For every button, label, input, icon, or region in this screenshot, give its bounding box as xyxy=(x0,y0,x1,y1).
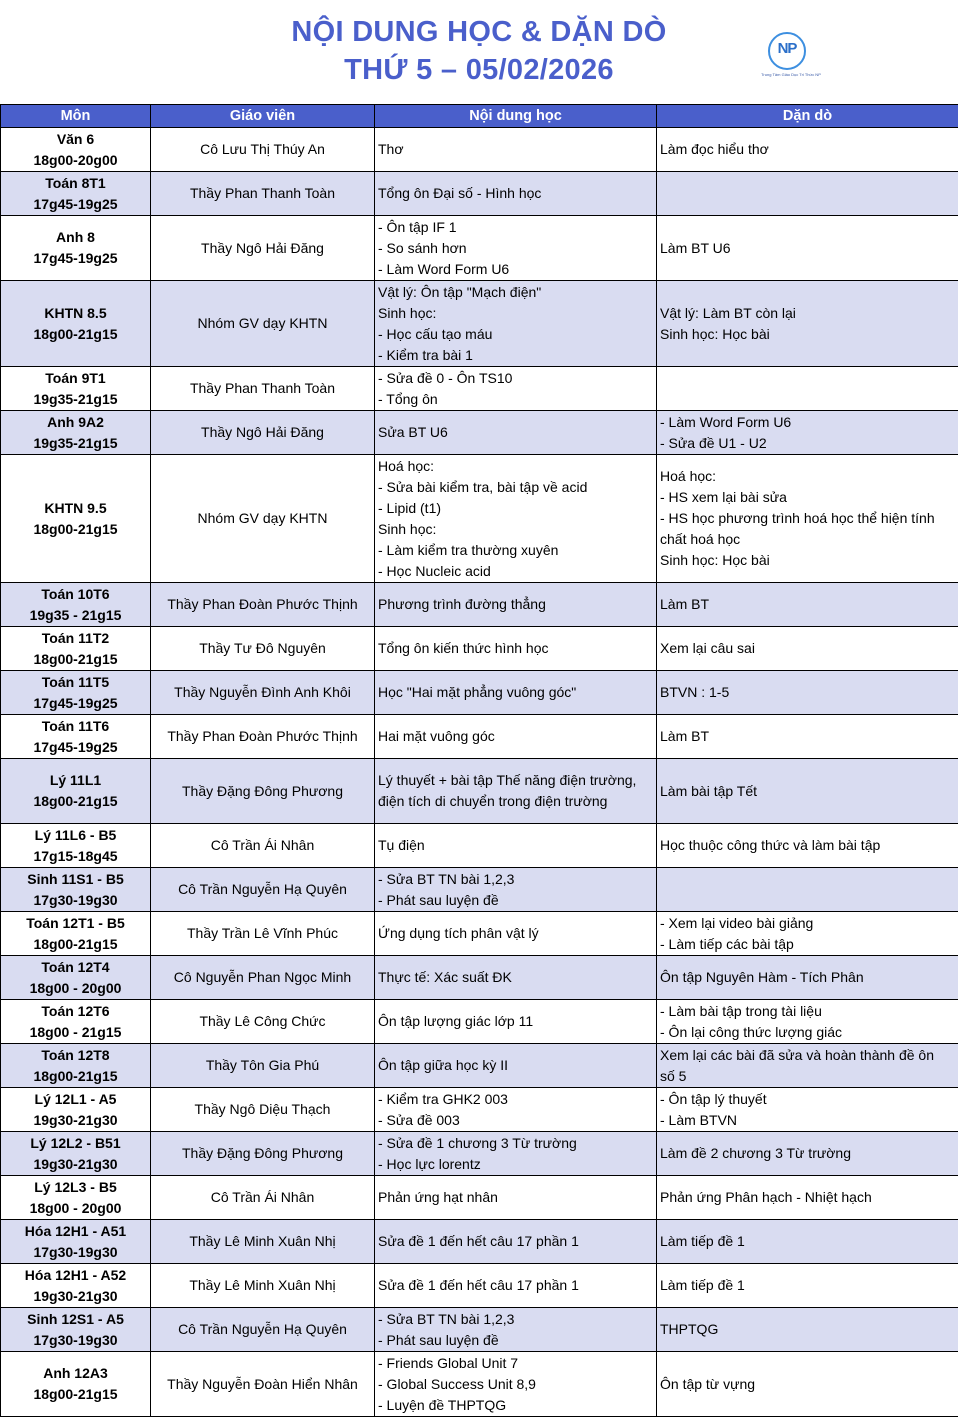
subject-name: Toán 11T6 xyxy=(41,717,110,734)
table-row xyxy=(1,128,958,172)
cell-content xyxy=(375,868,657,912)
homework-line: - HS học phương trình hoá học thể hiện tính xyxy=(660,510,935,526)
content-line: - Làm Word Form U6 xyxy=(378,260,510,277)
subject-name: Sinh 11S1 - B5 xyxy=(27,870,124,887)
homework-line: Làm BT U6 xyxy=(660,239,731,256)
homework-line: Ôn tập từ vựng xyxy=(660,1375,756,1392)
table-row xyxy=(1,455,958,583)
cell-homework xyxy=(657,128,958,172)
subject-time: 19g30-21g30 xyxy=(33,1111,118,1128)
content-line: - Ôn tập IF 1 xyxy=(378,218,457,235)
table-row xyxy=(1,956,958,1000)
cell-subject xyxy=(1,1088,151,1132)
homework-line: BTVN : 1-5 xyxy=(660,684,730,700)
subject-time: 17g45-19g25 xyxy=(33,250,118,266)
cell-content xyxy=(375,411,657,455)
table-row xyxy=(1,1220,958,1264)
subject-name: Anh 12A3 xyxy=(43,1365,108,1381)
cell-homework xyxy=(657,1000,958,1044)
homework-line: Làm đề 2 chương 3 Từ trường xyxy=(660,1145,851,1161)
cell-homework xyxy=(657,759,958,824)
content-line: Tụ điện xyxy=(378,837,425,853)
column-header-content: Nội dung học xyxy=(375,105,657,128)
cell-homework xyxy=(657,1176,958,1220)
content-line: Sửa đề 1 đến hết câu 17 phần 1 xyxy=(378,1233,579,1249)
content-line: - Làm kiểm tra thường xuyên xyxy=(378,541,559,558)
homework-line: Sinh học: Học bài xyxy=(660,552,770,568)
homework-line: Làm BT xyxy=(660,728,710,744)
subject-time: 19g30-21g30 xyxy=(33,1155,118,1172)
cell-content xyxy=(375,627,657,671)
subject-name: Toán 11T2 xyxy=(41,629,110,646)
subject-time: 18g00-20g00 xyxy=(33,151,118,168)
subject-time: 17g30-19g30 xyxy=(33,1331,118,1348)
subject-time: 19g35-21g15 xyxy=(33,434,118,451)
cell-content xyxy=(375,455,657,583)
table-row xyxy=(1,759,958,824)
cell-teacher: Thầy Tôn Gia Phú xyxy=(151,1044,375,1088)
content-line: - So sánh hơn xyxy=(378,239,467,256)
cell-homework xyxy=(657,1088,958,1132)
cell-content xyxy=(375,1000,657,1044)
cell-subject xyxy=(1,1000,151,1044)
homework-line: Làm tiếp đề 1 xyxy=(660,1233,745,1249)
subject-time: 18g00-21g15 xyxy=(33,520,118,537)
content-line: Sửa đề 1 đến hết câu 17 phần 1 xyxy=(378,1277,579,1293)
subject-time: 17g30-19g30 xyxy=(33,1243,118,1260)
cell-content xyxy=(375,1264,657,1308)
content-line: - Lipid (t1) xyxy=(378,499,442,516)
subject-name: Toán 12T4 xyxy=(41,958,110,975)
subject-name: KHTN 8.5 xyxy=(44,304,107,321)
cell-teacher: Cô Trần Ái Nhân xyxy=(151,824,375,868)
cell-content xyxy=(375,759,657,824)
subject-time: 18g00 - 20g00 xyxy=(29,979,122,996)
cell-teacher: Thầy Đặng Đông Phương xyxy=(151,1132,375,1176)
homework-line: Vật lý: Làm BT còn lại xyxy=(660,304,796,321)
page-title: NỘI DUNG HỌC & DẶN DÒ xyxy=(291,16,667,48)
subject-name: Anh 9A2 xyxy=(47,413,104,430)
subject-time: 18g00-21g15 xyxy=(33,325,118,342)
content-line: Phương trình đường thẳng xyxy=(378,596,546,612)
subject-time: 18g00 - 21g15 xyxy=(29,1023,122,1040)
content-line: - Sửa BT TN bài 1,2,3 xyxy=(378,1310,515,1327)
cell-teacher: Thầy Tư Đô Nguyên xyxy=(151,627,375,671)
table-row xyxy=(1,281,958,367)
cell-content xyxy=(375,1132,657,1176)
table-row xyxy=(1,1000,958,1044)
homework-line: Xem lại các bài đã sửa và hoàn thành đề ôn xyxy=(660,1046,934,1063)
cell-subject xyxy=(1,1220,151,1264)
cell-homework xyxy=(657,216,958,281)
cell-teacher: Nhóm GV dạy KHTN xyxy=(151,281,375,367)
cell-subject xyxy=(1,1308,151,1352)
cell-teacher: Thầy Phan Thanh Toàn xyxy=(151,172,375,216)
content-line: Ôn tập giữa học kỳ II xyxy=(378,1057,508,1073)
cell-homework xyxy=(657,455,958,583)
table-row xyxy=(1,824,958,868)
subject-time: 17g15-18g45 xyxy=(33,847,118,864)
cell-homework xyxy=(657,824,958,868)
cell-homework xyxy=(657,172,958,216)
table-row xyxy=(1,1352,958,1417)
homework-line: Làm tiếp đề 1 xyxy=(660,1277,745,1293)
cell-teacher: Cô Lưu Thị Thúy An xyxy=(151,128,375,172)
content-line: Lý thuyết + bài tập Thế năng điện trường, xyxy=(378,772,637,788)
subject-time: 17g45-19g25 xyxy=(33,738,118,755)
content-line: - Friends Global Unit 7 xyxy=(378,1354,519,1371)
cell-homework xyxy=(657,583,958,627)
cell-homework xyxy=(657,1308,958,1352)
cell-teacher: Thầy Lê Minh Xuân Nhị xyxy=(151,1264,375,1308)
cell-subject xyxy=(1,455,151,583)
cell-subject xyxy=(1,956,151,1000)
cell-homework xyxy=(657,868,958,912)
cell-subject xyxy=(1,824,151,868)
subject-time: 18g00-21g15 xyxy=(33,650,118,667)
content-line: Tổng ôn Đại số - Hình học xyxy=(378,185,542,201)
cell-teacher: Cô Trần Ái Nhân xyxy=(151,1176,375,1220)
cell-content xyxy=(375,1352,657,1417)
column-header-teacher: Giáo viên xyxy=(151,105,375,128)
cell-homework xyxy=(657,1352,958,1417)
content-line: - Sửa đề 003 xyxy=(378,1111,460,1128)
table-row xyxy=(1,1176,958,1220)
cell-homework xyxy=(657,671,958,715)
subject-time: 17g45-19g25 xyxy=(33,694,118,711)
cell-homework xyxy=(657,367,958,411)
homework-line: - Làm bài tập trong tài liệu xyxy=(660,1002,822,1019)
subject-name: Toán 12T8 xyxy=(41,1046,110,1063)
homework-line: Sinh học: Học bài xyxy=(660,325,770,342)
cell-teacher: Cô Nguyễn Phan Ngọc Minh xyxy=(151,956,375,1000)
cell-content xyxy=(375,281,657,367)
table-row xyxy=(1,671,958,715)
cell-homework xyxy=(657,956,958,1000)
cell-homework xyxy=(657,281,958,367)
cell-teacher: Thầy Ngô Hải Đăng xyxy=(151,411,375,455)
cell-subject xyxy=(1,172,151,216)
table-row xyxy=(1,1088,958,1132)
cell-teacher: Cô Trần Nguyễn Hạ Quyên xyxy=(151,1308,375,1352)
cell-teacher: Thầy Phan Đoàn Phước Thịnh xyxy=(151,715,375,759)
table-header-row xyxy=(1,105,958,128)
cell-teacher: Thầy Trần Lê Vĩnh Phúc xyxy=(151,912,375,956)
homework-line: - Làm tiếp các bài tập xyxy=(660,935,794,952)
content-line: - Luyện đề THPTQG xyxy=(378,1396,507,1413)
subject-time: 18g00-21g15 xyxy=(33,1067,118,1084)
subject-name: Văn 6 xyxy=(56,130,95,147)
content-line: Hai mặt vuông góc xyxy=(378,728,495,744)
content-line: - Sửa BT TN bài 1,2,3 xyxy=(378,870,515,887)
cell-teacher: Thầy Lê Công Chức xyxy=(151,1000,375,1044)
homework-line: - Xem lại video bài giảng xyxy=(660,914,814,931)
subject-time: 18g00-21g15 xyxy=(33,793,118,809)
cell-homework xyxy=(657,1044,958,1088)
cell-subject xyxy=(1,759,151,824)
cell-content xyxy=(375,671,657,715)
homework-line: Làm BT xyxy=(660,596,710,612)
logo-tagline: Trung Tâm Giáo Dục Tri Thức NP xyxy=(761,72,821,77)
subject-time: 19g30-21g30 xyxy=(33,1287,118,1304)
cell-content xyxy=(375,1220,657,1264)
subject-time: 18g00-21g15 xyxy=(33,1386,118,1402)
cell-homework xyxy=(657,1264,958,1308)
subject-name: Toán 11T5 xyxy=(41,673,110,690)
cell-homework xyxy=(657,627,958,671)
page-date: THỨ 5 – 05/02/2026 xyxy=(344,54,614,86)
table-row xyxy=(1,583,958,627)
homework-line: THPTQG xyxy=(660,1321,719,1337)
cell-subject xyxy=(1,367,151,411)
table-row xyxy=(1,1264,958,1308)
cell-teacher: Thầy Phan Thanh Toàn xyxy=(151,367,375,411)
homework-line: chất hoá học xyxy=(660,531,741,547)
cell-subject xyxy=(1,128,151,172)
cell-subject xyxy=(1,1176,151,1220)
cell-content xyxy=(375,216,657,281)
homework-line: Xem lại câu sai xyxy=(660,640,755,656)
cell-subject xyxy=(1,1264,151,1308)
content-line: - Sửa bài kiểm tra, bài tập về acid xyxy=(378,478,588,495)
table-row xyxy=(1,1308,958,1352)
subject-time: 19g35-21g15 xyxy=(33,390,118,407)
cell-content xyxy=(375,172,657,216)
cell-subject xyxy=(1,1352,151,1417)
subject-name: Lý 11L6 - B5 xyxy=(34,826,117,843)
content-line: - Kiểm tra bài 1 xyxy=(378,346,473,363)
cell-subject xyxy=(1,583,151,627)
subject-time: 17g45-19g25 xyxy=(33,195,118,212)
subject-name: Lý 12L3 - B5 xyxy=(34,1178,117,1195)
content-line: - Global Success Unit 8,9 xyxy=(378,1375,536,1392)
content-line: Phản ứng hạt nhân xyxy=(378,1189,498,1205)
subject-name: Toán 10T6 xyxy=(41,585,110,602)
subject-time: 19g35 - 21g15 xyxy=(29,606,122,623)
cell-content xyxy=(375,128,657,172)
subject-name: Lý 11L1 xyxy=(49,772,102,788)
cell-subject xyxy=(1,1044,151,1088)
content-line: Vật lý: Ôn tập "Mạch điện" xyxy=(378,283,542,300)
cell-subject xyxy=(1,281,151,367)
homework-line: - HS xem lại bài sửa xyxy=(660,489,787,505)
center-logo xyxy=(757,22,825,82)
content-line: - Phát sau luyện đề xyxy=(378,891,499,908)
subject-name: Toán 8T1 xyxy=(45,174,106,191)
cell-content xyxy=(375,715,657,759)
homework-line: Học thuộc công thức và làm bài tập xyxy=(660,837,881,853)
cell-teacher: Nhóm GV dạy KHTN xyxy=(151,455,375,583)
cell-teacher: Thầy Đặng Đông Phương xyxy=(151,759,375,824)
homework-line: - Ôn tập lý thuyết xyxy=(660,1090,767,1107)
content-line: Sửa BT U6 xyxy=(378,424,448,440)
subject-name: Sinh 12S1 - A5 xyxy=(27,1310,124,1327)
cell-subject xyxy=(1,671,151,715)
column-header-subject: Môn xyxy=(1,105,151,128)
homework-line: Làm bài tập Tết xyxy=(660,782,758,799)
cell-content xyxy=(375,1088,657,1132)
table-row xyxy=(1,1132,958,1176)
table-row xyxy=(1,868,958,912)
cell-content xyxy=(375,1308,657,1352)
subject-time: 18g00-21g15 xyxy=(33,935,118,952)
subject-name: Anh 8 xyxy=(56,229,95,245)
content-line: Hoá học: xyxy=(378,457,435,474)
cell-content xyxy=(375,1044,657,1088)
subject-name: Toán 9T1 xyxy=(45,369,106,386)
cell-homework xyxy=(657,411,958,455)
table-row xyxy=(1,912,958,956)
cell-homework xyxy=(657,1220,958,1264)
homework-line: - Ôn lại công thức lượng giác xyxy=(660,1023,843,1040)
homework-line: Làm đọc hiểu thơ xyxy=(660,141,769,157)
content-line: điện tích di chuyển trong điện trường xyxy=(378,793,608,809)
content-line: - Phát sau luyện đề xyxy=(378,1331,499,1348)
content-line: Thực tế: Xác suất ĐK xyxy=(378,969,512,985)
content-line: Tổng ôn kiến thức hình học xyxy=(378,640,549,656)
table-row xyxy=(1,411,958,455)
homework-line: Hoá học: xyxy=(660,468,717,484)
subject-time: 18g00 - 20g00 xyxy=(29,1199,122,1216)
cell-content xyxy=(375,583,657,627)
content-line: - Sửa đề 1 chương 3 Từ trường xyxy=(378,1134,577,1151)
cell-subject xyxy=(1,411,151,455)
subject-name: Lý 12L1 - A5 xyxy=(34,1090,117,1107)
subject-name: KHTN 9.5 xyxy=(44,499,107,516)
subject-name: Hóa 12H1 - A52 xyxy=(24,1266,127,1283)
homework-line: - Sửa đề U1 - U2 xyxy=(660,434,767,451)
table-row xyxy=(1,1044,958,1088)
homework-line: - Làm BTVN xyxy=(660,1111,738,1128)
cell-teacher: Thầy Nguyễn Đoàn Hiển Nhân xyxy=(151,1352,375,1417)
cell-teacher: Thầy Nguyễn Đình Anh Khôi xyxy=(151,671,375,715)
cell-teacher: Cô Trần Nguyễn Hạ Quyên xyxy=(151,868,375,912)
cell-teacher: Thầy Ngô Hải Đăng xyxy=(151,216,375,281)
subject-name: Toán 12T6 xyxy=(41,1002,110,1019)
content-line: - Học lực lorentz xyxy=(378,1155,481,1172)
table-row xyxy=(1,216,958,281)
content-line: Sinh học: xyxy=(378,304,437,321)
subject-name: Lý 12L2 - B51 xyxy=(30,1134,121,1151)
homework-line: Ôn tập Nguyên Hàm - Tích Phân xyxy=(660,969,864,985)
cell-subject xyxy=(1,216,151,281)
content-line: - Tổng ôn xyxy=(378,390,438,407)
content-line: Thơ xyxy=(378,141,404,157)
content-line: Ôn tập lượng giác lớp 11 xyxy=(378,1013,534,1029)
cell-content xyxy=(375,1176,657,1220)
cell-content xyxy=(375,912,657,956)
homework-line: - Làm Word Form U6 xyxy=(660,413,792,430)
homework-line: Phản ứng Phân hạch - Nhiệt hạch xyxy=(660,1189,872,1205)
cell-homework xyxy=(657,1132,958,1176)
cell-homework xyxy=(657,912,958,956)
subject-name: Toán 12T1 - B5 xyxy=(26,914,125,931)
cell-content xyxy=(375,824,657,868)
content-line: Ứng dụng tích phân vật lý xyxy=(378,925,539,941)
table-row xyxy=(1,367,958,411)
subject-time: 17g30-19g30 xyxy=(33,891,118,908)
cell-subject xyxy=(1,1132,151,1176)
cell-teacher: Thầy Lê Minh Xuân Nhị xyxy=(151,1220,375,1264)
cell-teacher: Thầy Ngô Diệu Thạch xyxy=(151,1088,375,1132)
logo-text: NP xyxy=(777,40,797,57)
table-row xyxy=(1,715,958,759)
content-line: Học "Hai mặt phẳng vuông góc" xyxy=(378,684,577,700)
page-header xyxy=(0,0,958,104)
homework-line: số 5 xyxy=(660,1067,687,1084)
subject-name: Hóa 12H1 - A51 xyxy=(24,1222,127,1239)
content-line: Sinh học: xyxy=(378,520,437,537)
table-row xyxy=(1,172,958,216)
cell-subject xyxy=(1,627,151,671)
content-line: - Học Nucleic acid xyxy=(378,562,491,579)
schedule-table xyxy=(0,104,958,1417)
table-row xyxy=(1,627,958,671)
cell-subject xyxy=(1,715,151,759)
cell-homework xyxy=(657,715,958,759)
cell-teacher: Thầy Phan Đoàn Phước Thịnh xyxy=(151,583,375,627)
cell-subject xyxy=(1,868,151,912)
content-line: - Học cấu tạo máu xyxy=(378,325,493,342)
cell-subject xyxy=(1,912,151,956)
content-line: - Sửa đề 0 - Ôn TS10 xyxy=(378,369,513,386)
cell-content xyxy=(375,367,657,411)
content-line: - Kiểm tra GHK2 003 xyxy=(378,1090,508,1107)
column-header-homework: Dặn dò xyxy=(657,105,958,128)
cell-content xyxy=(375,956,657,1000)
